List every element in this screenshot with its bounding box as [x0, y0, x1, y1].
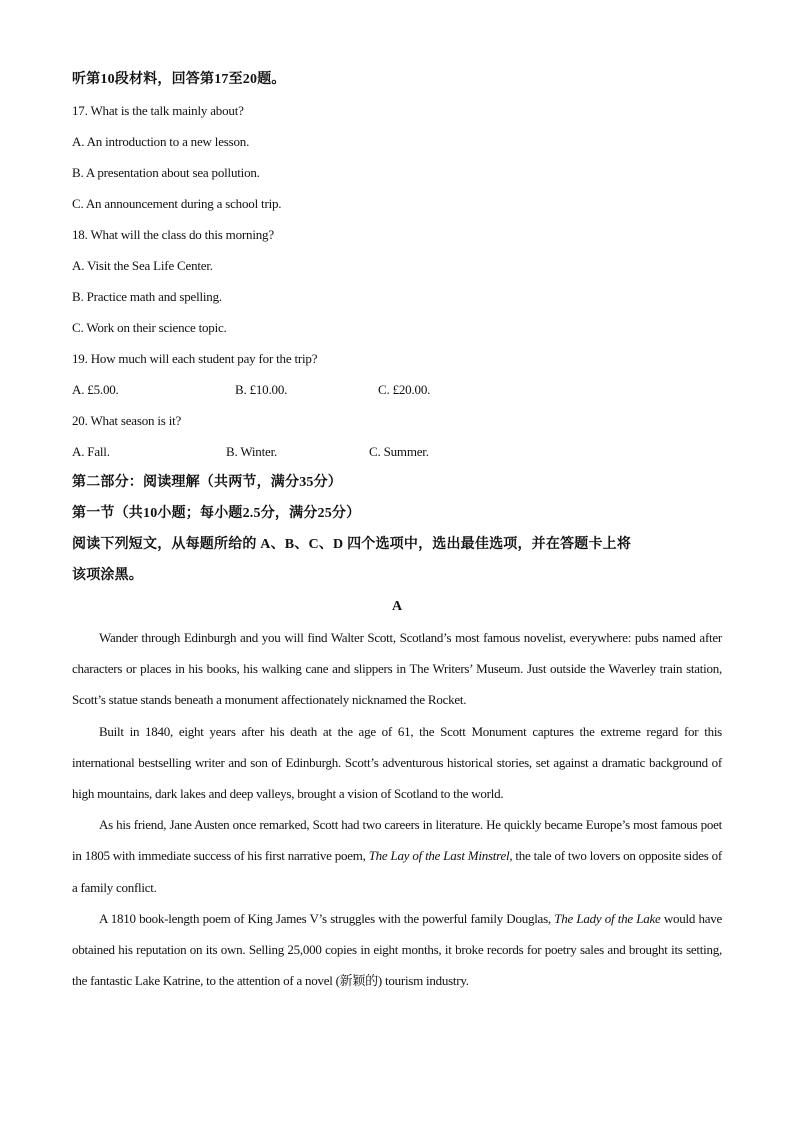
- passage-paragraph-1: Wander through Edinburgh and you will find Walter Scott, Scotland’s most famous novelist, everywhere: pubs named after characters or places in his books, his walking cane and slippers in The Writers’ Museum. Just outside the Waverley train station, Scott’s statue stands beneath a monument affectionately nicknamed the Rocket.: [72, 630, 722, 708]
- question-20-option-c: C. Summer.: [369, 444, 429, 459]
- question-19-options: [72, 374, 722, 405]
- question-19-option-a: A. £5.00.: [72, 382, 119, 397]
- reading-instruction-line1: 阅读下列短文，从每题所给的 A、B、C、D 四个选项中，选出最佳选项，并在答题卡上将: [72, 537, 632, 552]
- question-20-option-a: A. Fall.: [72, 444, 110, 459]
- question-17-option-a: A. An introduction to a new lesson.: [72, 134, 250, 149]
- passage-paragraph-2: Built in 1840, eight years after his death at the age of 61, the Scott Monument captures the extreme regard for this international bestselling writer and son of Edinburgh. Scott’s adventurous historical stories, set against a dramatic background of high mountains, dark lakes and deep valleys, brought a vision of Scotland to the world.: [72, 723, 722, 802]
- paragraph-3-text-before: As his friend, Jane Austen once remarked, Scott had two careers in literature. He quickly became Europe’s most famous poet in 1805 with immediate success of his first narrative poem,: [72, 817, 722, 864]
- paragraph-4-text-before: A 1810 book-length poem of King James V’s struggles with the powerful family Douglas,: [99, 910, 555, 926]
- paragraph-4-text-after: would have obtained his reputation on its own. Selling 25,000 copies in eight months, it broke records for poetry sales and brought its setting, the fantastic Lake Katrine, to the attention of a novel (新颖的) tourism industry.: [72, 910, 722, 989]
- passage-paragraph-3: [72, 809, 722, 903]
- part2-section1-title: 第一节（共10小题；每小题2.5分，满分25分）: [72, 506, 361, 521]
- question-19-stem: 19. How much will each student pay for the trip?: [72, 351, 318, 366]
- question-19-option-b: B. £10.00.: [235, 382, 288, 397]
- poem-title-lady-of-the-lake: The Lady of the Lake: [554, 910, 661, 926]
- question-17-option-b: B. A presentation about sea pollution.: [72, 165, 260, 180]
- question-18-option-b: B. Practice math and spelling.: [72, 289, 222, 304]
- poem-title-lay-of-last-minstrel: The Lay of the Last Minstrel: [368, 848, 510, 864]
- reading-instruction-line2: 该项涂黑。: [72, 568, 143, 583]
- exam-page: [72, 64, 722, 996]
- passage-label: A: [391, 599, 403, 614]
- question-18-option-c: C. Work on their science topic.: [72, 320, 227, 335]
- question-18-stem: 18. What will the class do this morning?: [72, 227, 274, 242]
- section-10-header: 听第10段材料，回答第17至20题。: [72, 72, 286, 87]
- passage-paragraph-4: [72, 903, 722, 997]
- paragraph-3-text-after: , the tale of two lovers on opposite sides of a family conflict.: [72, 848, 722, 895]
- question-18-option-a: A. Visit the Sea Life Center.: [72, 258, 213, 273]
- question-20-option-b: B. Winter.: [226, 444, 278, 459]
- question-17-stem: 17. What is the talk mainly about?: [72, 103, 244, 118]
- question-20-options: [72, 436, 722, 467]
- question-20-stem: 20. What season is it?: [72, 413, 182, 428]
- question-17-option-c: C. An announcement during a school trip.: [72, 196, 282, 211]
- part2-title: 第二部分：阅读理解（共两节，满分35分）: [72, 475, 342, 490]
- question-19-option-c: C. £20.00.: [378, 382, 431, 397]
